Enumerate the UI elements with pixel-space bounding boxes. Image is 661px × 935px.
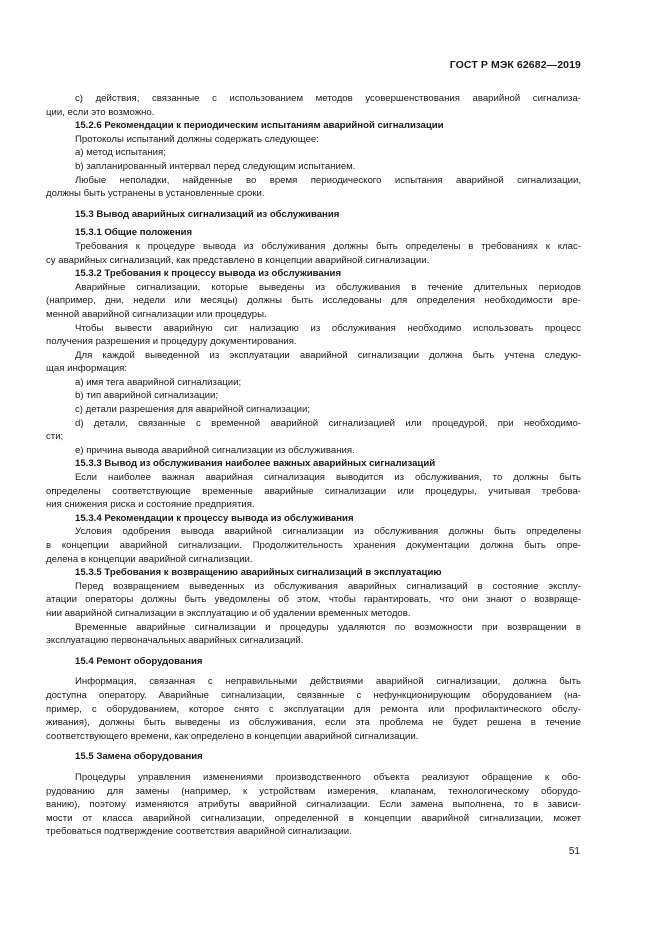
section-heading: 15.3.5 Требования к возвращению аварийных сигнализаций в эксплуатацию	[75, 567, 442, 579]
spacer	[46, 743, 581, 750]
text-line: a) метод испытания;	[75, 147, 166, 159]
text-line: ции, если это возможно.	[46, 106, 155, 118]
text-line: Процедуры управления изменениями производственного объекта реализуют обращение к обо-	[75, 771, 581, 783]
text-line: рудованию для замены (например, к устройствам измерения, клапанам, технологическому оборудо-	[46, 785, 581, 797]
spacer	[46, 201, 581, 208]
text-line: требоваться подтверждение соответствия аварийной сигнализации.	[46, 826, 352, 838]
text-line: Условия одобрения вывода аварийной сигнализации из обслуживания должны быть определены	[75, 526, 581, 538]
section-heading: 15.3.1 Общие положения	[75, 227, 193, 239]
text-line: менной аварийной сигнализации или процедуры.	[46, 308, 267, 320]
section-heading: 15.2.6 Рекомендации к периодическим испытаниям аварийной сигнализации	[75, 120, 444, 132]
text-line: e) причина вывода аварийной сигнализации из обслуживания.	[75, 444, 355, 456]
text-line: нии аварийной сигнализации в эксплуатацию и об удалении временных методов.	[46, 607, 411, 619]
spacer	[46, 668, 581, 675]
text-line: су аварийных сигнализаций, как представлено в концепции аварийной сигнализации.	[46, 254, 430, 266]
spacer	[46, 764, 581, 771]
text-line: c) действия, связанные с использованием методов усовершенствования аварийной сигнализа-	[75, 93, 581, 104]
text-line: мости от класса аварийной сигнализации, определенной в концепции аварийной сигнализации, может	[46, 812, 581, 824]
text-line: Любые неполадки, найденные во время периодического испытания аварийной сигнализации,	[75, 174, 581, 186]
text-line: атации операторы должны быть уведомлены об этом, чтобы гарантировать, что они знают о возвраще-	[46, 594, 581, 606]
document-body	[46, 92, 581, 839]
text-line: Временные аварийные сигнализации и процедуры удаляются по возможности при возвращении в	[75, 621, 581, 633]
document-header: ГОСТ Р МЭК 62682—2019	[449, 59, 581, 71]
page-number: 51	[568, 846, 580, 857]
text-line: соответствующего времени, как определено в концепции аварийной сигнализации.	[46, 730, 419, 742]
text-line: Перед возвращением выведенных из обслуживания аварийных сигнализаций в состояние эксплу-	[75, 580, 581, 592]
text-line: ния снижения риска и состояние предприятия.	[46, 499, 255, 511]
text-line: щая информация:	[46, 363, 127, 375]
text-line: Для каждой выведенной из эксплуатации аварийной сигнализации должна быть учтена следую-	[75, 349, 581, 361]
text-line: в концепции аварийной сигнализации. Продолжительность хранения документации должна быть опре-	[46, 540, 581, 551]
text-line: d) детали, связанные с временной аварийной сигнализацией или процедурой, при необходимо-	[75, 417, 581, 429]
text-line: доступна оператору. Аварийные сигнализации, связанные с нефункционирующим оборудованием (на-	[46, 689, 581, 701]
text-line: Аварийные сигнализации, которые выведены из обслуживания в течение длительных периодов	[75, 281, 581, 293]
text-line: b) тип аварийной сигнализации;	[75, 390, 219, 402]
text-line: сти;	[46, 431, 64, 443]
text-line: c) детали разрешения для аварийной сигнализации;	[75, 404, 310, 416]
text-line: Требования к процедуре вывода из обслуживания должны быть определены в требованиях к клас-	[75, 240, 581, 252]
text-line: b) запланированный интервал перед следующим испытанием.	[75, 160, 356, 172]
text-line: делена в концепции аварийной сигнализации.	[46, 553, 253, 565]
text-line: (например, дни, недели или месяцы) должны быть исследованы для определения необходимости вре-	[46, 295, 581, 307]
section-heading: 15.5 Замена оборудования	[75, 751, 203, 763]
section-heading: 15.3.4 Рекомендации к процессу вывода из обслуживания	[75, 512, 354, 524]
text-line: пример, с оборудованием, которое снято с эксплуатации для ремонта или профилактического обслу-	[46, 703, 581, 715]
section-heading: 15.3.2 Требования к процессу вывода из обслуживания	[75, 268, 342, 280]
text-line: получения разрешения и процедуру документирования.	[46, 336, 297, 348]
section-heading: 15.4 Ремонт оборудования	[75, 655, 203, 667]
text-line: Чтобы вывести аварийную сиг нализацию из обслуживания необходимо использовать процесс	[75, 322, 581, 334]
text-line: ванию), поэтому изменяются атрибуты аварийной сигнализации. Если замена выполнена, то в зависи-	[46, 799, 581, 811]
text-line: живания), должны быть выведены из обслуживания, если эта проблема не будет решена в течение	[46, 717, 581, 729]
text-line: Если наиболее важная аварийная сигнализация выводится из обслуживания, то должны быть	[75, 472, 581, 484]
text-line: Протоколы испытаний должны содержать следующее:	[75, 133, 319, 145]
text-line: должны быть устранены в установленные сроки.	[46, 188, 265, 200]
section-heading: 15.3.3 Вывод из обслуживания наиболее важных аварийных сигнализаций	[75, 458, 436, 470]
spacer	[46, 648, 581, 655]
text-line: a) имя тега аварийной сигнализации;	[75, 376, 242, 388]
text-line: Информация, связанная с неправильными действиями аварийной сигнализации, должна быть	[75, 676, 581, 688]
text-line: эксплуатацию первоначальных аварийных сигнализаций.	[46, 635, 304, 647]
text-line: определены соответствующие временные аварийные сигнализации или процедуры, учитывая требова-	[46, 485, 581, 497]
section-heading: 15.3 Вывод аварийных сигнализаций из обслуживания	[75, 208, 340, 220]
